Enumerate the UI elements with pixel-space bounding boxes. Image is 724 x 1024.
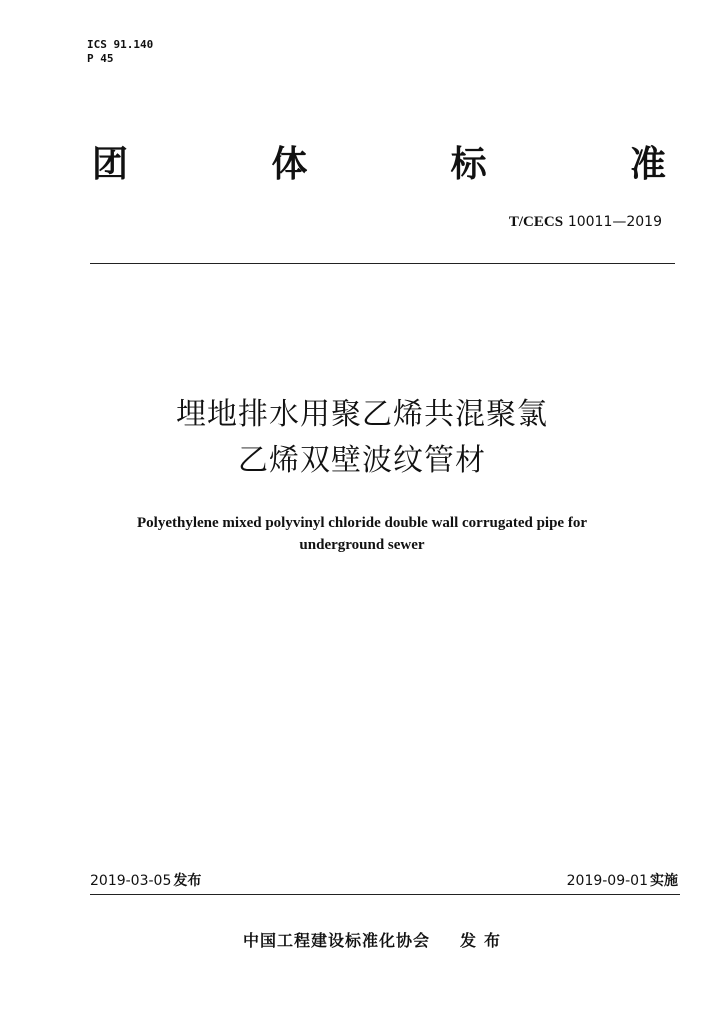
- standard-type-heading: [92, 140, 666, 190]
- issue-date: 2019-03-05: [90, 873, 172, 889]
- footer-divider: [90, 894, 680, 895]
- publisher-name: 中国工程建设标准化协会: [243, 931, 431, 950]
- ccs-code: P 45: [87, 52, 114, 65]
- issue-date-block: [90, 870, 201, 890]
- header-divider: [90, 263, 675, 264]
- issue-label: 发布: [173, 873, 202, 889]
- ics-code: ICS 91.140: [87, 38, 154, 51]
- implement-date-block: [567, 870, 678, 890]
- implement-date: 2019-09-01: [566, 873, 648, 889]
- standard-number-value: 10011—2019: [567, 214, 662, 230]
- publisher-line: [243, 928, 508, 951]
- standard-type-char-2: 体: [271, 144, 308, 185]
- classification-codes: [87, 38, 153, 66]
- implement-label: 实施: [650, 873, 678, 889]
- publisher-verb: 发布: [460, 931, 509, 950]
- date-row: [90, 870, 678, 892]
- chinese-title-line-2: 乙烯双壁波纹管材: [238, 443, 486, 478]
- standard-type-char-4: 准: [629, 144, 666, 185]
- standard-number: [509, 212, 662, 231]
- english-title: Polyethylene mixed polyvinyl chloride double wall corrugated pipe for underground sewer: [137, 515, 587, 553]
- standard-code: T/CECS: [508, 214, 564, 230]
- standard-type-char-1: 团: [92, 144, 129, 185]
- chinese-title: [0, 392, 724, 484]
- standard-type-char-3: 标: [450, 144, 487, 185]
- chinese-title-line-1: 埋地排水用聚乙烯共混聚氯: [176, 397, 548, 432]
